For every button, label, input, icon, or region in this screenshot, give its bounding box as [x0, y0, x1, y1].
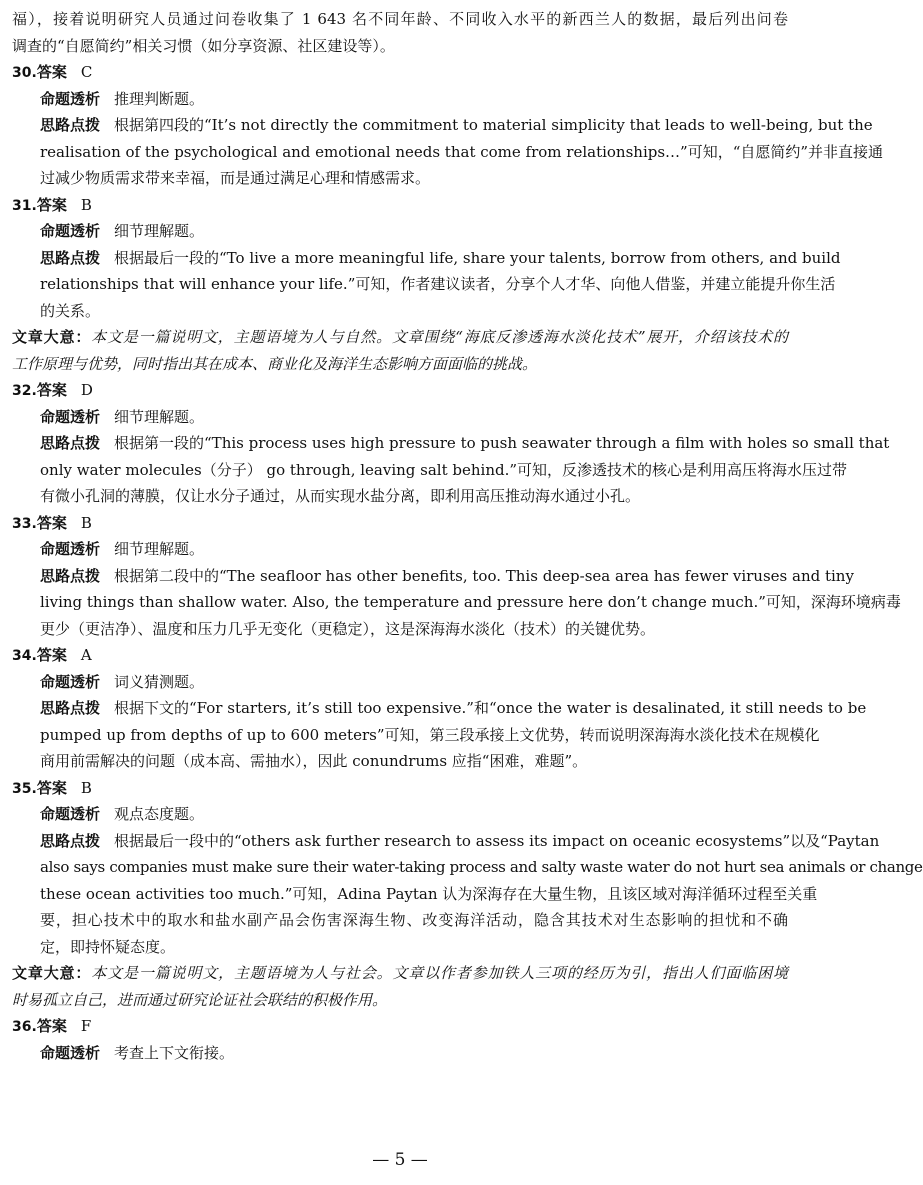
analysis-label: 命题透析: [40, 222, 101, 240]
answer-value: B: [80, 513, 92, 532]
intro-line: 调查的“自愿简约”相关习惯（如分享资源、社区建设等）。: [12, 36, 395, 55]
question-type: 细节理解题。: [114, 407, 205, 426]
answer-line-33: [12, 510, 788, 537]
summary-text: 工作原理与优势，同时指出其在成本、商业化及海洋生态影响方面面临的挑战。: [12, 354, 538, 373]
hint-text: 的关系。: [40, 301, 101, 320]
analysis-label: 命题透析: [40, 540, 101, 558]
analysis-label: 命题透析: [40, 407, 101, 426]
hint-text: pumped up from depths of up to 600 meters”可知，第三段承接上文优势，转而说明深海海水淡化技术在规模化: [40, 725, 820, 744]
analysis-label: 命题透析: [40, 672, 101, 691]
analysis-line-31: [12, 218, 788, 245]
question-number: 35.: [12, 780, 37, 797]
analysis-label: 命题透析: [40, 89, 101, 108]
intro-line: 福），接着说明研究人员通过问卷收集了 1 643 名不同年龄、不同收入水平的新西兰人的数据，最后列出问卷: [12, 10, 788, 28]
answer-label: 答案: [36, 778, 67, 797]
analysis-line-36: [12, 1040, 788, 1067]
hint-line-30: [12, 112, 873, 139]
hint-line-35: [12, 828, 880, 855]
hint-text: 有微小孔洞的薄膜，仅让水分子通过，从而实现水盐分离，即利用高压推动海水通过小孔。: [40, 487, 641, 505]
summary-line: [12, 960, 788, 987]
question-number: 32.: [12, 383, 37, 399]
summary-label: 文章大意：: [12, 964, 92, 982]
hint-text: realisation of the psychological and emotional needs that come from relationships…”可知，“自愿简约”并非直接通: [40, 142, 884, 161]
analysis-line-35: [12, 801, 788, 828]
hint-text: 根据下文的“For starters, it’s still too expensive.”和“once the water is desalinated, it still needs to be: [114, 699, 867, 717]
hint-text: 根据第四段的“It’s not directly the commitment to material simplicity that leads to well-being, but the: [114, 116, 873, 134]
question-type: 考查上下文衔接。: [114, 1043, 235, 1062]
hint-text: 根据第一段的“This process uses high pressure to push seawater through a film with holes so small that: [114, 434, 890, 452]
answer-line-35: [12, 775, 788, 802]
analysis-line-32: [12, 404, 788, 431]
summary-text: 时易孤立自己，进而通过研究论证社会联结的积极作用。: [12, 990, 388, 1009]
answer-label: 答案: [36, 195, 67, 214]
answer-value: F: [80, 1017, 92, 1035]
document-body: [12, 6, 923, 1066]
hint-text: relationships that will enhance your life.”可知，作者建议读者，分享个人才华、向他人借鉴，并建立能提升你生活: [40, 275, 836, 293]
answer-line-30: [12, 59, 788, 86]
answer-label: 答案: [36, 381, 67, 399]
summary-text: 本文是一篇说明文，主题语境为人与社会。文章以作者参加铁人三项的经历为引，指出人们面临困境: [91, 964, 788, 982]
question-number: 36.: [12, 1019, 37, 1035]
hint-label: 思路点拨: [40, 699, 101, 717]
answer-label: 答案: [36, 513, 67, 532]
answer-value: A: [80, 646, 92, 664]
hint-line-31: [12, 245, 841, 272]
answer-label: 答案: [36, 646, 67, 664]
hint-label: 思路点拨: [40, 434, 101, 452]
answer-value: B: [80, 778, 92, 797]
hint-text: 根据第二段中的“The seafloor has other benefits, too. This deep-sea area has fewer viruses and tiny: [114, 566, 854, 585]
hint-text: 定，即持怀疑态度。: [40, 937, 176, 956]
answer-line-32: [12, 377, 788, 404]
hint-line-32: [12, 430, 890, 457]
hint-text: only water molecules（分子） go through, leaving salt behind.”可知，反渗透技术的核心是利用高压将海水压过带: [40, 460, 848, 479]
summary-line: [12, 324, 788, 351]
question-type: 词义猜测题。: [114, 672, 205, 691]
hint-text: 过减少物质需求带来幸福，而是通过满足心理和情感需求。: [40, 169, 431, 187]
answer-line-34: [12, 642, 788, 669]
summary-text: 本文是一篇说明文，主题语境为人与自然。文章围绕“海底反渗透海水淡化技术”展开，介绍该技术的: [91, 328, 788, 346]
answer-value: D: [80, 381, 93, 399]
page-number: — 5 —: [372, 1150, 428, 1170]
analysis-label: 命题透析: [40, 805, 101, 823]
question-type: 细节理解题。: [114, 540, 205, 558]
hint-text: 根据最后一段的“To live a more meaningful life, share your talents, borrow from others, and build: [114, 248, 841, 267]
answer-line-31: [12, 192, 788, 219]
summary-label: 文章大意：: [12, 328, 92, 346]
hint-text: living things than shallow water. Also, the temperature and pressure here don’t change much.”可知，深海环境病毒: [40, 593, 901, 611]
hint-text: 商用前需解决的问题（成本高、需抽水），因此 conundrums 应指“困难，难题”。: [40, 752, 588, 770]
question-number: 31.: [12, 197, 37, 214]
analysis-line-33: [12, 536, 788, 563]
hint-label: 思路点拨: [40, 831, 101, 850]
answer-value: B: [80, 195, 92, 214]
answer-label: 答案: [36, 1017, 67, 1035]
hint-text: these ocean activities too much.”可知，Adina Paytan 认为深海存在大量生物，且该区域对海洋循环过程至关重: [40, 884, 818, 903]
hint-text: 更少（更洁净）、温度和压力几乎无变化（更稳定），这是深海海水淡化（技术）的关键优势。: [40, 619, 656, 638]
question-number: 34.: [12, 648, 37, 664]
hint-line-33: [12, 563, 854, 590]
analysis-line-34: [12, 669, 788, 696]
question-number: 33.: [12, 515, 37, 532]
hint-line-34: [12, 695, 867, 722]
question-type: 观点态度题。: [114, 805, 205, 823]
answer-line-36: [12, 1013, 788, 1040]
analysis-label: 命题透析: [40, 1043, 101, 1062]
answer-value: C: [80, 63, 93, 81]
hint-text: 根据最后一段中的“others ask further research to assess its impact on oceanic ecosystems”以及“Paytan: [114, 831, 880, 850]
question-type: 细节理解题。: [114, 222, 205, 240]
hint-label: 思路点拨: [40, 248, 101, 267]
analysis-line-30: [12, 86, 788, 113]
answer-label: 答案: [36, 63, 67, 81]
hint-text: 要，担心技术中的取水和盐水副产品会伤害深海生物、改变海洋活动，隐含其技术对生态影响的担忧和不确: [40, 911, 788, 929]
hint-label: 思路点拨: [40, 116, 101, 134]
hint-label: 思路点拨: [40, 566, 101, 585]
question-type: 推理判断题。: [114, 89, 205, 108]
question-number: 30.: [12, 65, 37, 81]
hint-text: also says companies must make sure their water-taking process and salty waste water do not hurt sea animals or change: [40, 858, 923, 876]
